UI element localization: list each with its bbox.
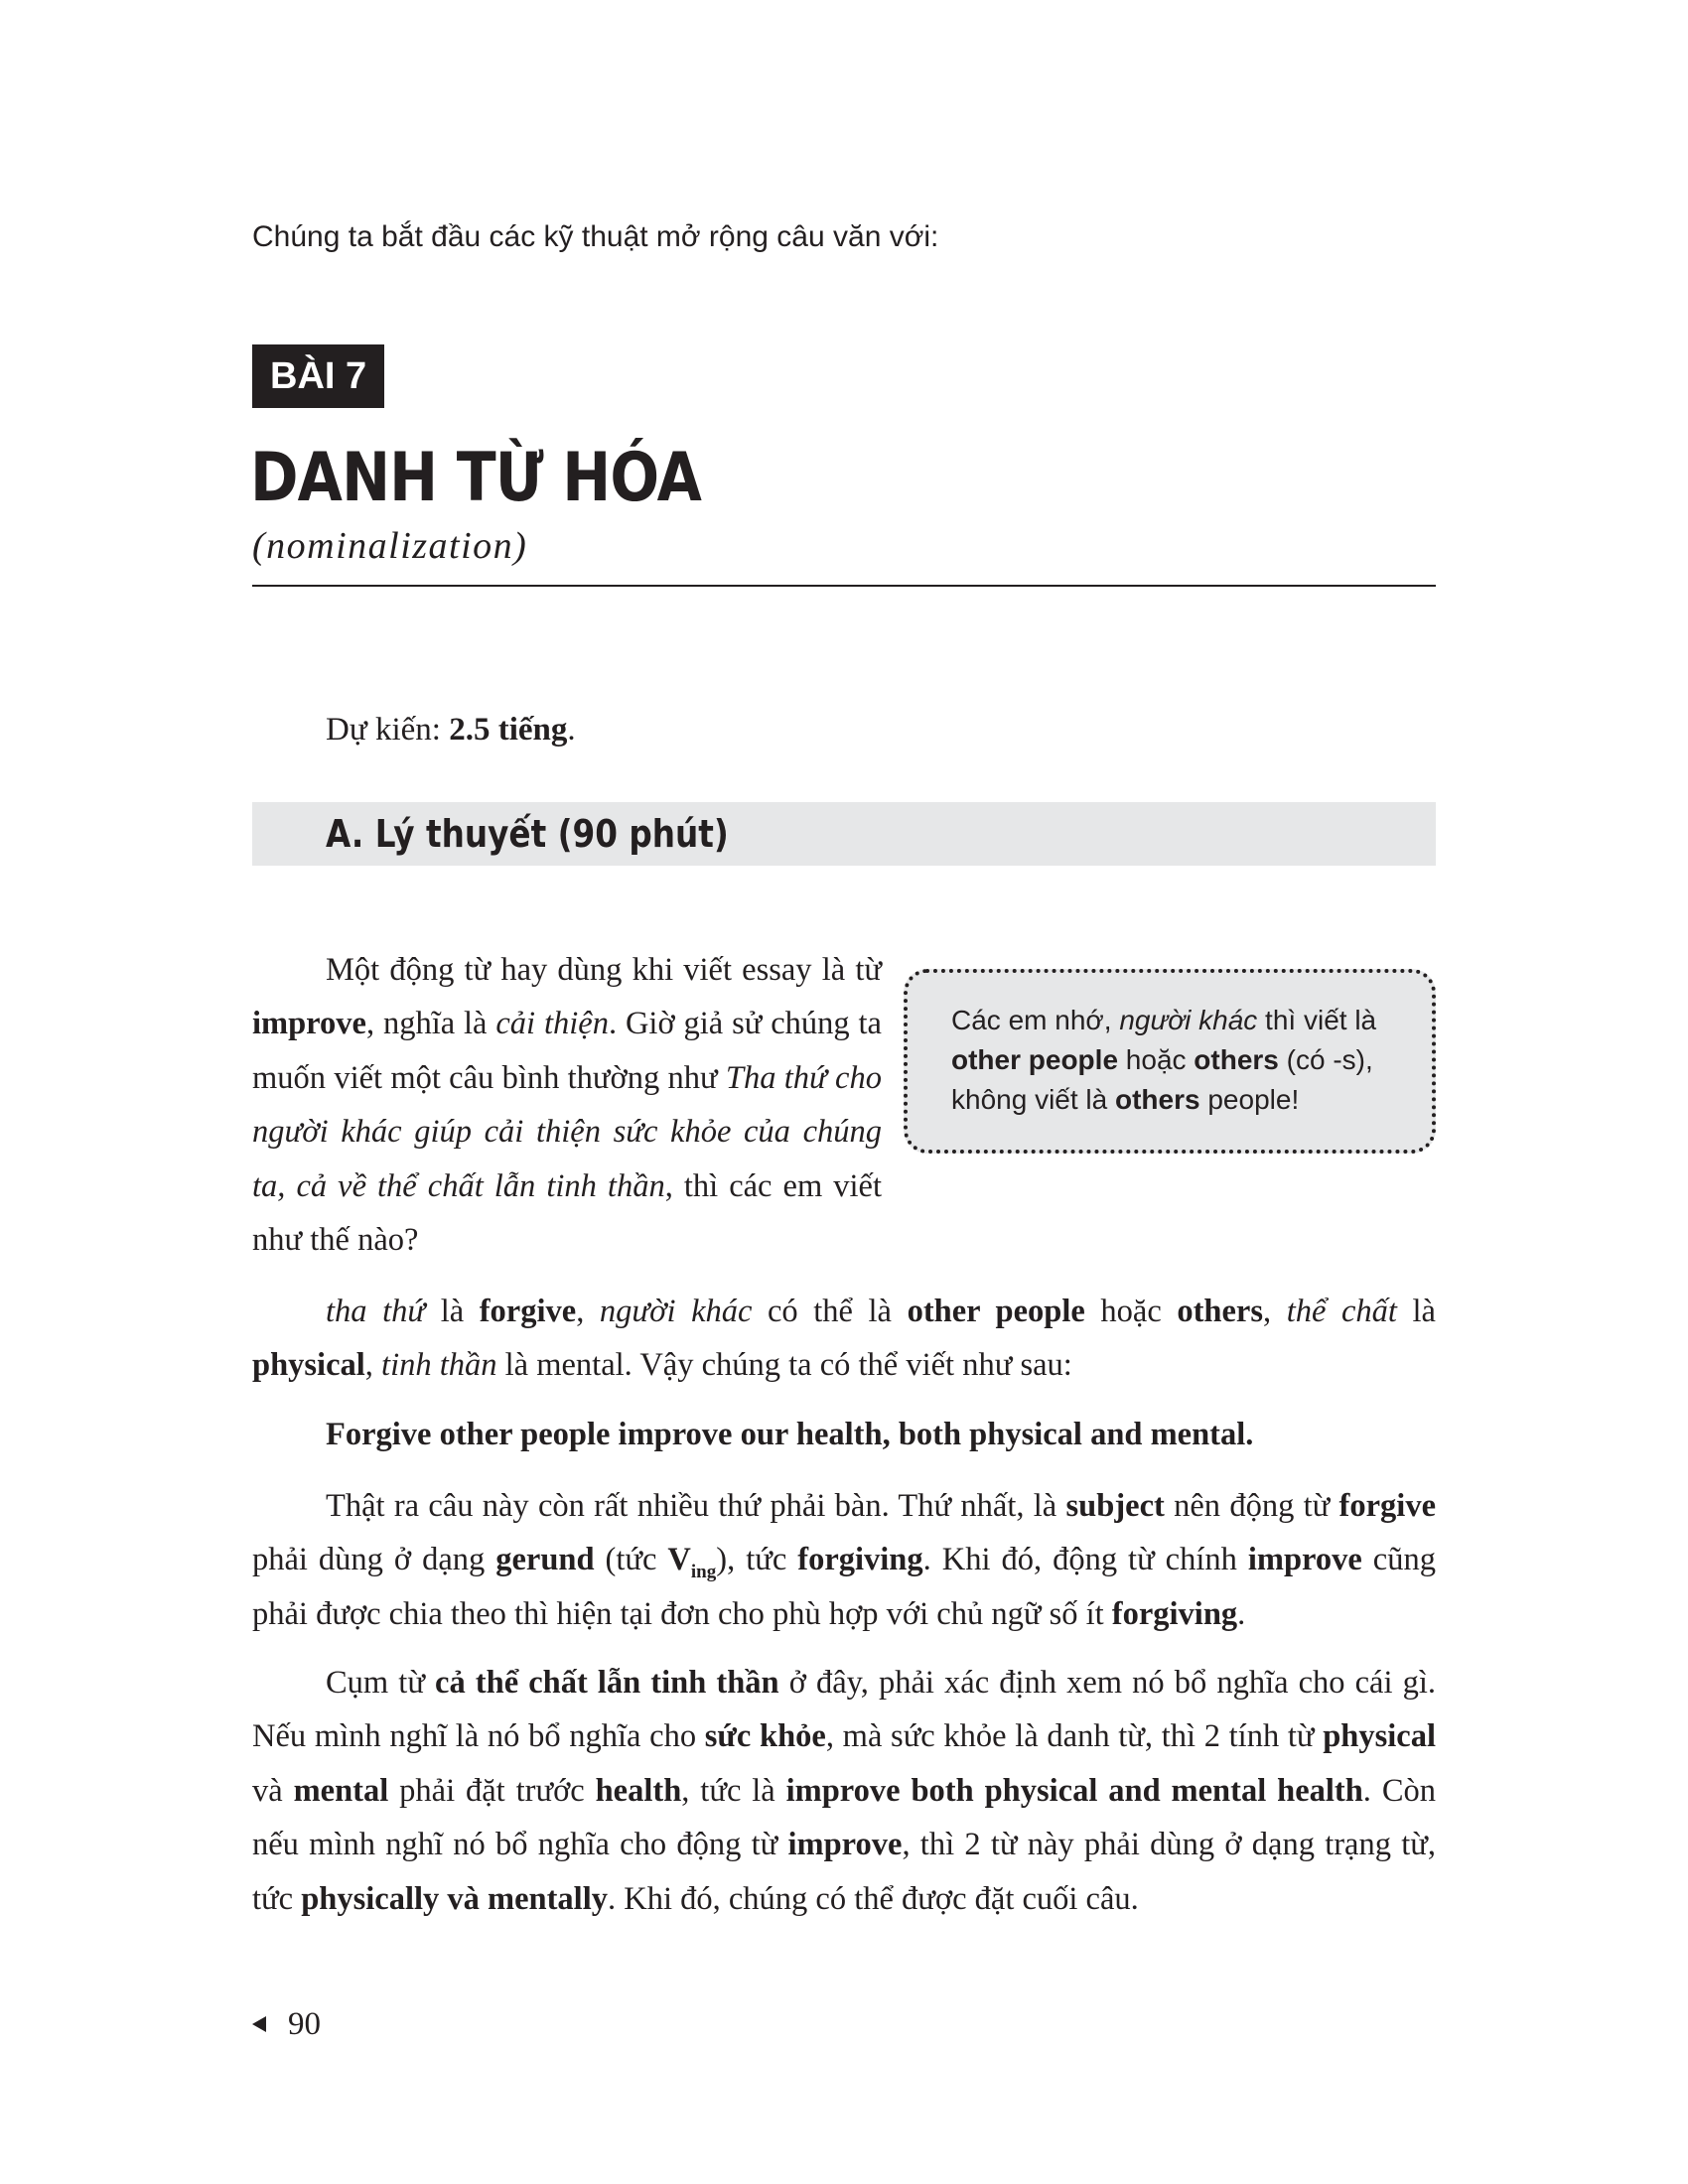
text-run: , tức là [681, 1772, 786, 1809]
paragraph-2 [252, 1285, 1436, 1393]
text-run: hoặc [1084, 1294, 1178, 1329]
section-heading: A. Lý thuyết (90 phút) [326, 812, 729, 856]
text-run: là [1396, 1294, 1436, 1329]
italic-term: tinh thần [381, 1347, 497, 1384]
bold-term: forgiving [1111, 1595, 1238, 1632]
bold-term: improve [252, 1006, 366, 1042]
text-run: . Giờ giả sử chúng ta muốn viết một câu bình thường như [252, 1006, 882, 1096]
text-run: nên động từ [1164, 1488, 1339, 1524]
text-run: , thì 2 từ này phải dùng ở dạng trạng từ, tức [252, 1827, 1436, 1917]
text-run: . Khi đó, động từ chính [922, 1542, 1248, 1578]
text-run: và [252, 1772, 294, 1809]
italic-term: người khác [599, 1294, 753, 1329]
text-run: , [1263, 1294, 1287, 1329]
bold-term: others [1194, 1044, 1279, 1075]
page-footer [252, 2002, 321, 2046]
example-sentence: Forgive other people improve our health, both physical and mental. [326, 1417, 1254, 1452]
intro-text: Chúng ta bắt đầu các kỹ thuật mở rộng câu văn với: [252, 220, 939, 253]
italic-term: tha thứ [326, 1294, 426, 1329]
bold-term: other people [951, 1044, 1119, 1075]
text-run: hoặc [1118, 1044, 1195, 1075]
estimate-end: . [567, 712, 576, 748]
bold-term: physical [1323, 1718, 1436, 1755]
text-run: . Khi đó, chúng có thể được đặt cuối câu. [607, 1880, 1139, 1917]
bold-term: improve [1247, 1542, 1362, 1578]
bold-term: forgive [479, 1294, 577, 1329]
text-run: , nghĩa là [365, 1006, 496, 1042]
lesson-subtitle: (nominalization) [252, 525, 528, 567]
bold-term: forgive [1338, 1488, 1436, 1524]
lesson-badge: BÀI 7 [252, 344, 384, 408]
bold-term: improve [787, 1827, 903, 1863]
text-run: , mà sức khỏe là danh từ, thì 2 tính từ [825, 1718, 1324, 1755]
subscript-ing: ing [690, 1562, 717, 1583]
text-run: . Còn nếu mình nghĩ nó bổ nghĩa cho động từ [252, 1772, 1436, 1863]
text-run: phải dùng ở dạng [252, 1542, 496, 1578]
estimate-label: Dự kiến: [326, 712, 450, 748]
text-run: thì viết là [1257, 1005, 1377, 1035]
lesson-title: DANH TỪ HÓA [250, 439, 702, 517]
estimate-line [326, 712, 576, 749]
bold-term: subject [1065, 1488, 1165, 1524]
bold-term: physically và mentally [301, 1880, 608, 1917]
bold-term: others [1177, 1294, 1263, 1329]
bold-term: improve both physical and mental health [785, 1772, 1363, 1809]
text-run: là [425, 1294, 480, 1329]
bold-term: V [667, 1542, 691, 1578]
title-divider [252, 585, 1436, 587]
italic-term: thể chất [1286, 1294, 1397, 1329]
text-run: có thể là [752, 1294, 908, 1329]
paragraph-4 [252, 1479, 1436, 1641]
estimate-value: 2.5 tiếng [449, 712, 568, 748]
note-text [951, 1001, 1402, 1120]
text-run: Thật ra câu này còn rất nhiều thứ phải bàn. Thứ nhất, là [326, 1488, 1066, 1524]
bold-term: mental [293, 1772, 389, 1809]
text-run: là mental. Vậy chúng ta có thể viết như sau: [496, 1347, 1072, 1384]
note-callout [904, 969, 1436, 1154]
text-run: Cụm từ [326, 1665, 436, 1701]
text-run: (tức [594, 1542, 668, 1578]
bold-term: forgiving [797, 1542, 923, 1578]
bold-term: cả thể chất lẫn tinh thần [435, 1665, 779, 1701]
text-run: , [364, 1347, 382, 1384]
italic-term: Tha thứ cho người khác giúp cải thiện sức khỏe của chúng ta, cả về thể chất lẫn tinh thần [252, 1059, 882, 1204]
text-run: ở đây, phải xác định xem nó bổ nghĩa cho cái gì. Nếu mình nghĩ là nó bổ nghĩa cho [252, 1665, 1436, 1755]
text-run: phải đặt trước [388, 1772, 596, 1809]
section-header-bar [252, 802, 1436, 866]
triangle-left-icon [252, 2016, 266, 2032]
italic-term: cải thiện [495, 1006, 609, 1042]
paragraph-1 [252, 943, 882, 1267]
bold-term: other people [907, 1294, 1085, 1329]
text-run: ), tức [716, 1542, 798, 1578]
text-run: , [576, 1294, 600, 1329]
bold-term: others [1115, 1084, 1200, 1115]
bold-term: health [595, 1772, 682, 1809]
text-run: people! [1199, 1084, 1300, 1115]
bold-term: physical [252, 1347, 365, 1384]
bold-term: gerund [495, 1542, 595, 1578]
text-run: Một động từ hay dùng khi viết essay là từ [326, 952, 882, 988]
text-run: (có -s), không viết là [951, 1044, 1373, 1115]
bold-term: sức khỏe [704, 1718, 826, 1755]
page-number: 90 [288, 2005, 321, 2042]
paragraph-5 [252, 1656, 1436, 1926]
italic-term: người khác [1119, 1005, 1258, 1035]
text-run: cũng phải được chia theo thì hiện tại đơn cho phù hợp với chủ ngữ số ít [252, 1542, 1436, 1632]
text-run: , thì các em viết như thế nào? [252, 1167, 882, 1259]
text-run: . [1237, 1595, 1246, 1632]
text-run: Các em nhớ, [951, 1005, 1120, 1035]
